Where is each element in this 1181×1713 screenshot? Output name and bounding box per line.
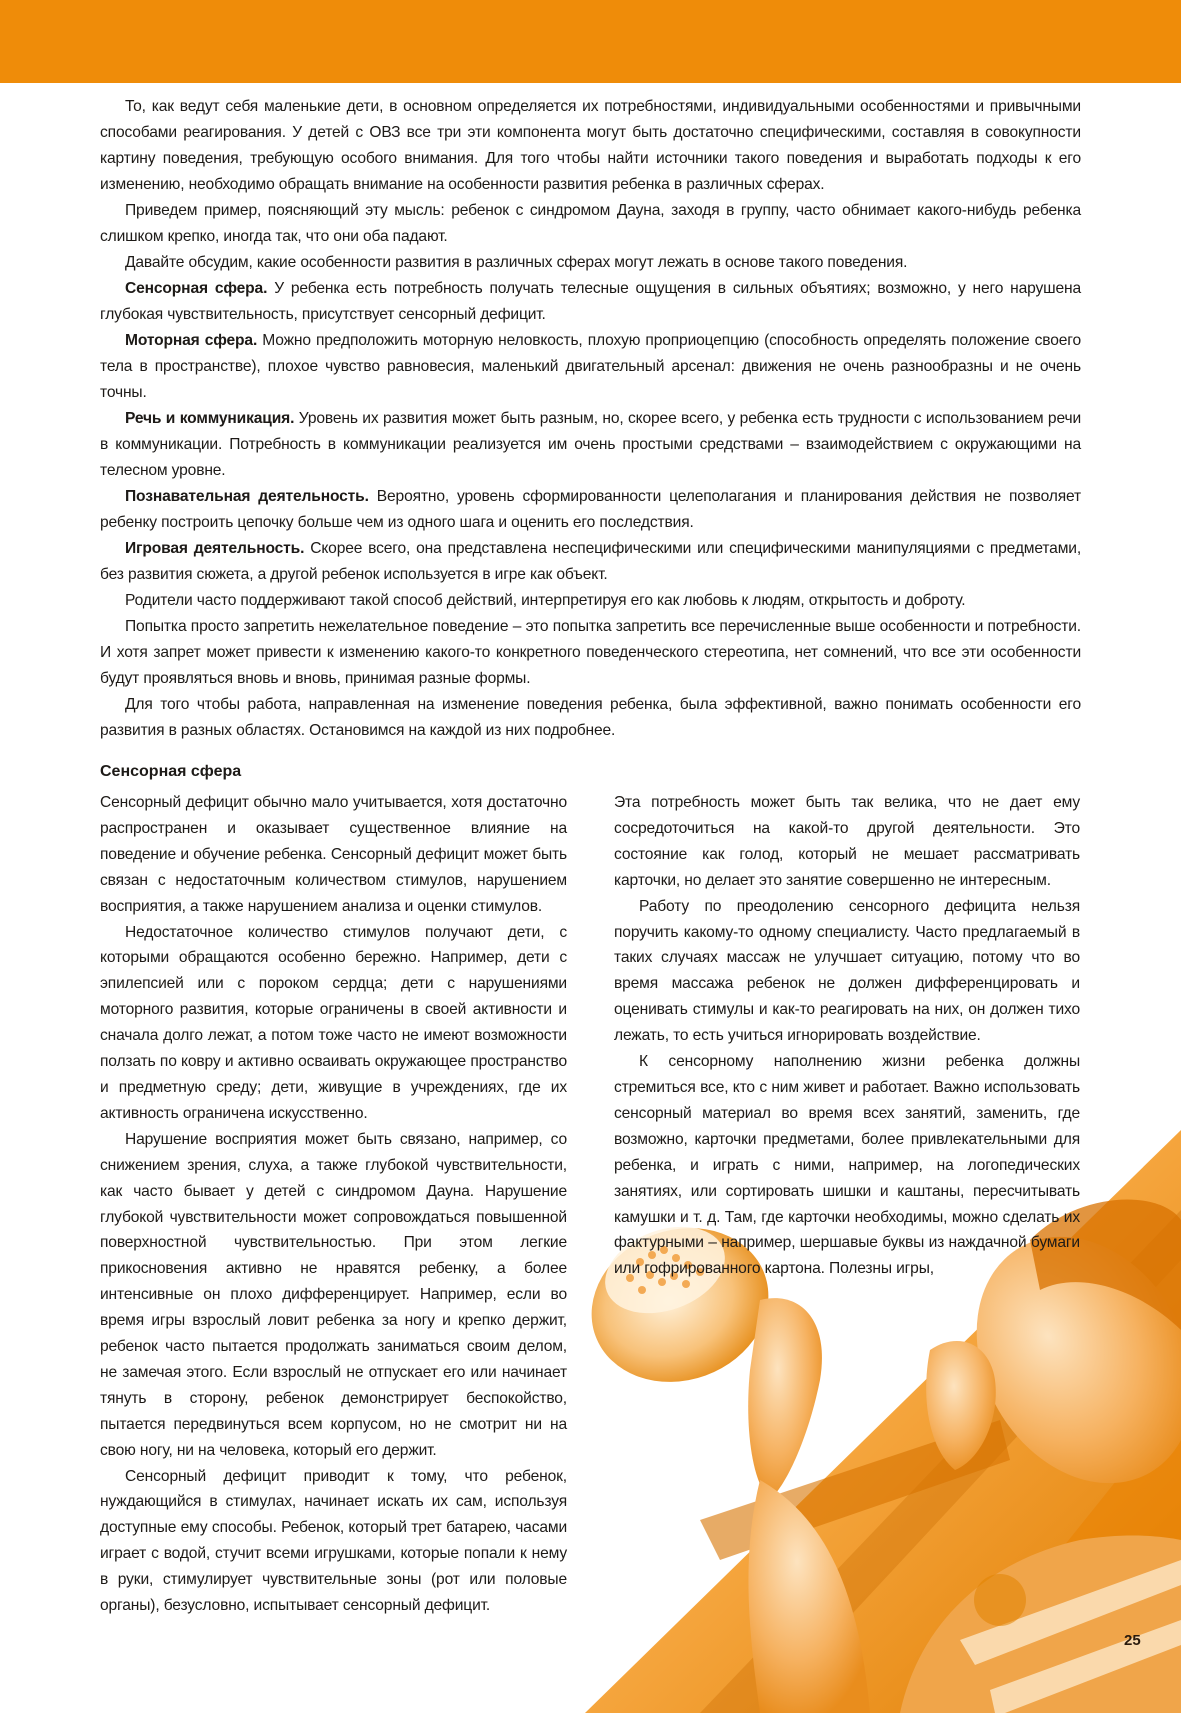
intro-paragraph xyxy=(100,614,1081,692)
paragraph-text: Для того чтобы работа, направленная на изменение поведения ребенка, была эффективной, важно понимать особенности его развития в разных областях. Остановимся на каждой из них подробнее. xyxy=(100,696,1081,739)
page-content xyxy=(100,94,1082,1615)
paragraph-text: У ребенка есть потребность получать телесные ощущения в сильных объятиях; возможно, у него нарушена глубокая чувствительность, присутствует сенсорный дефицит. xyxy=(100,280,1081,323)
column-paragraph: К сенсорному наполнению жизни ребенка должны стремиться все, кто с ним живет и работает. Важно использовать сенсорный материал во время всех занятий, заменить, где возможно, карточки предметами, более привлекательными для ребенка, и играть с ними, например, на логопедических занятиях, или сортировать шишки и каштаны, пересчитывать камушки и т. д. Там, где карточки необходимы, можно сделать их фактурными – например, шершавые буквы из наждачной бумаги или гофрированного картона. Полезны игры, xyxy=(614,1053,1080,1278)
intro-paragraph xyxy=(100,328,1081,406)
paragraph-lead: Сенсорная сфера. xyxy=(125,280,268,297)
intro-paragraph xyxy=(100,198,1081,250)
paragraph-lead: Познавательная деятельность. xyxy=(125,488,369,505)
paragraph-text: Уровень их развития может быть разным, но, скорее всего, у ребенка есть трудности с использованием речи в коммуникации. Потребность в коммуникации реализуется им очень простыми средствами – взаимодействием с окружающими на телесном уровне. xyxy=(100,410,1081,479)
page-number: 25 xyxy=(1124,1632,1141,1649)
intro-paragraph xyxy=(100,692,1081,744)
paragraph-text: Родители часто поддерживают такой способ действий, интерпретируя его как любовь к людям, открытость и доброту. xyxy=(125,592,966,609)
paragraph-lead: Речь и коммуникация. xyxy=(125,410,295,427)
paragraph-text: Скорее всего, она представлена неспецифическими или специфическими манипуляциями с предметами, без развития сюжета, а другой ребенок используется в игре как объект. xyxy=(100,540,1082,583)
column-paragraph: Работу по преодолению сенсорного дефицита нельзя поручить какому-то одному специалисту. Часто предлагаемый в таких случаях массаж не улучшает ситуацию, потому что во время массажа ребенок не должен дифференцировать и оценивать стимулы и как-то реагировать на них, он должен тихо лежать, то есть учиться игнорировать воздействие. xyxy=(614,897,1080,1045)
intro-paragraph xyxy=(100,588,1081,614)
paragraph-text: Можно предположить моторную неловкость, плохую проприоцепцию (способность определять положение своего тела в пространстве), плохое чувство равновесия, маленький двигательный арсенал: движения не очень разнообразны и не очень точны. xyxy=(100,332,1082,401)
paragraph-text: То, как ведут себя маленькие дети, в основном определяется их потребностями, индивидуальными особенностями и привычными способами реагирования. У детей с ОВЗ все три эти компонента могут быть достаточно специфическими, составляя в совокупности картину поведения, требующую особого внимания. Для того чтобы найти источники такого поведения и выработать подходы к его изменению, необходимо обращать внимание на особенности развития ребенка в различных сферах. xyxy=(100,98,1081,193)
intro-paragraph xyxy=(100,250,1081,276)
paragraph-lead: Игровая деятельность. xyxy=(125,540,305,557)
column-paragraph: Эта потребность может быть так велика, что не дает ему сосредоточиться на какой-то другой деятельности. Это состояние как голод, который не мешает рассматривать карточки, но делает это занятие совершенно не интересным. xyxy=(614,794,1080,889)
right-column xyxy=(614,790,1080,1282)
column-paragraph: Сенсорный дефицит обычно мало учитывается, хотя достаточно распространен и оказывает существенное влияние на поведение и обучение ребенка. Сенсорный дефицит может быть связан с недостаточным количеством стимулов, нарушением восприятия, а также нарушением анализа и оценки стимулов. xyxy=(100,794,567,915)
paragraph-text: Давайте обсудим, какие особенности развития в различных сферах могут лежать в основе такого поведения. xyxy=(125,254,908,271)
intro-paragraph xyxy=(100,484,1081,536)
paragraph-lead: Моторная сфера. xyxy=(125,332,258,349)
intro-paragraph xyxy=(100,406,1081,484)
column-paragraph: Нарушение восприятия может быть связано, например, со снижением зрения, слуха, а также глубокой чувствительности, как часто бывает у детей с синдромом Дауна. Нарушение глубокой чувствительности может сопровождаться повышенной поверхностной чувствительностью. При этом легкие прикосновения активно не нравятся ребенку, а более интенсивные он плохо дифференцирует. Например, если во время игры взрослый ловит ребенка за ногу и крепко держит, ребенок часто пытается продолжать заниматься своим делом, не замечая этого. Если взрослый не отпускает его или начинает тянуть в сторону, ребенок демонстрирует беспокойство, пытается передвинуться всем корпусом, но не смотрит ни на свою ногу, ни на человека, который его держит. xyxy=(100,1130,567,1459)
intro-paragraph xyxy=(100,276,1081,328)
column-paragraph: Недостаточное количество стимулов получают дети, с которыми обращаются особенно бережно. Например, дети с эпилепсией или с пороком сердца; дети с нарушениями моторного развития, которые ограничены в своей активности и сначала долго лежат, а потом тоже часто не имеют возможности ползать по ковру и активно осваивать окружающее пространство и предметную среду; дети, живущие в учреждениях, где их активность ограничена искусственно. xyxy=(100,923,567,1122)
left-column xyxy=(100,790,567,1619)
column-paragraph: Сенсорный дефицит приводит к тому, что ребенок, нуждающийся в стимулах, начинает искать их сам, используя доступные ему способы. Ребенок, который трет батарею, часами играет с водой, стучит всеми игрушками, которые попали к нему в руки, стимулирует чувствительные зоны (рот или половые органы), безусловно, испытывает сенсорный дефицит. xyxy=(100,1467,567,1615)
paragraph-text: Приведем пример, поясняющий эту мысль: ребенок с синдромом Дауна, заходя в группу, часто обнимает какого-нибудь ребенка слишком крепко, иногда так, что они оба падают. xyxy=(100,202,1081,245)
paragraph-text: Вероятно, уровень сформированности целеполагания и планирования действия не позволяет ребенку построить цепочку больше чем из одного шага и оценить его последствия. xyxy=(100,488,1081,531)
section-title: Сенсорная сфера xyxy=(100,763,242,780)
paragraph-text: Попытка просто запретить нежелательное поведение – это попытка запретить все перечисленные выше особенности и потребности. И хотя запрет может привести к изменению какого-то конкретного поведенческого стереотипа, нет сомнений, что все эти особенности будут проявляться вновь и вновь, принимая разные формы. xyxy=(100,618,1081,687)
intro-paragraph xyxy=(100,94,1081,198)
intro-paragraph xyxy=(100,536,1081,588)
intro-text xyxy=(100,94,1081,744)
